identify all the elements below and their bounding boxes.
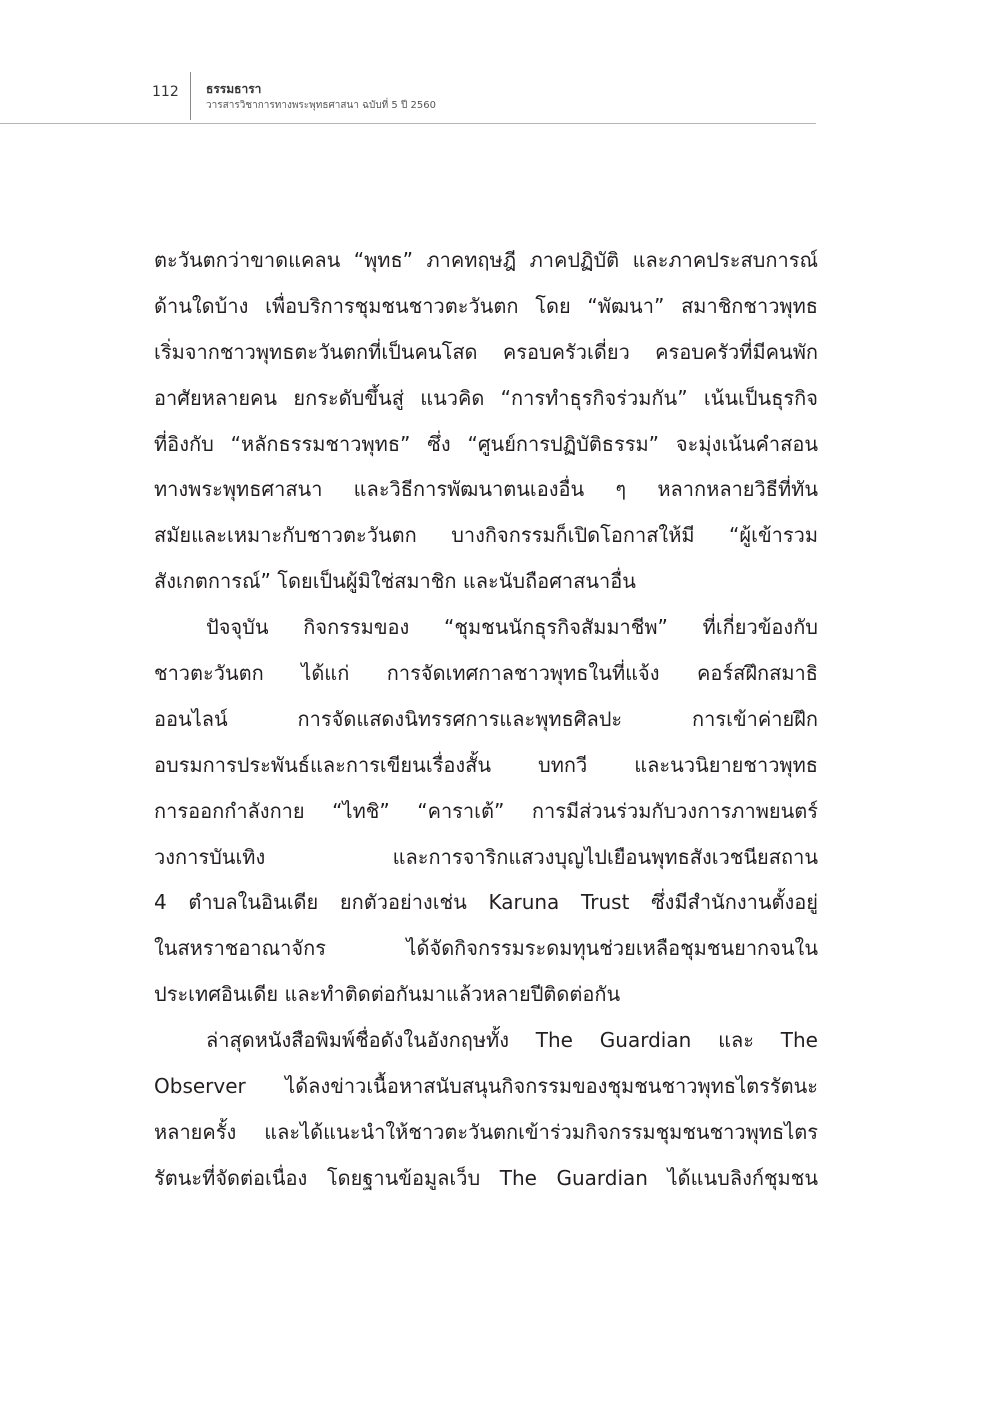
text-line: ออนไลน์ การจัดแสดงนิทรรศการและพุทธศิลปะ การเข้าค่ายฝึก [154, 706, 818, 731]
body-text [154, 238, 818, 1202]
text-line-indented: ล่าสุดหนังสือพิมพ์ชื่อดังในอังกฤษทั้ง The Guardian และ The [206, 1028, 818, 1053]
page-header [0, 0, 1000, 130]
header-rule [0, 123, 816, 124]
text-line: ประเทศอินเดีย และทำติดต่อกันมาแล้วหลายปีติดต่อกัน [154, 982, 621, 1007]
text-line: สังเกตการณ์” โดยเป็นผู้มิใช่สมาชิก และนับถือศาสนาอื่น [154, 569, 636, 594]
header-divider [190, 72, 191, 120]
text-line: การออกกำลังกาย “ไทชิ” “คาราเต้” การมีส่วนร่วมกับวงการภาพยนตร์ [154, 798, 818, 823]
text-line: วงการบันเทิง และการจาริกแสวงบุญไปเยือนพุทธสังเวชนียสถาน [154, 844, 818, 869]
text-line-indented: ปัจจุบัน กิจกรรมของ “ชุมชนนักธุรกิจสัมมาชีพ” ที่เกี่ยวข้องกับ [206, 615, 818, 640]
page-number: 112 [152, 84, 179, 100]
text-line: ชาวตะวันตก ได้แก่ การจัดเทศกาลชาวพุทธในที่แจ้ง คอร์สฝึกสมาธิ [154, 661, 818, 686]
text-line: ทางพระพุทธศาสนา และวิธีการพัฒนาตนเองอื่น ๆ หลากหลายวิธีที่ทัน [154, 477, 818, 502]
text-line: ด้านใดบ้าง เพื่อบริการชุมชนชาวตะวันตก โดย “พัฒนา” สมาชิกชาวพุทธ [154, 293, 818, 318]
text-line: อาศัยหลายคน ยกระดับขึ้นสู่ แนวคิด “การทำธุรกิจร่วมกัน” เน้นเป็นธุรกิจ [154, 385, 818, 410]
text-line: Observer ได้ลงข่าวเนื้อหาสนับสนุนกิจกรรมของชุมชนชาวพุทธไตรรัตนะ [154, 1074, 818, 1099]
text-line: ที่อิงกับ “หลักธรรมชาวพุทธ” ซึ่ง “ศูนย์การปฏิบัติธรรม” จะมุ่งเน้นคำสอน [154, 431, 818, 456]
text-line: รัตนะที่จัดต่อเนื่อง โดยฐานข้อมูลเว็บ The Guardian ได้แนบลิงก์ชุมชน [154, 1165, 818, 1190]
journal-title: ธรรมธารา [206, 82, 262, 96]
text-line: ตะวันตกว่าขาดแคลน “พุทธ” ภาคทฤษฎี ภาคปฏิบัติ และภาคประสบการณ์ [154, 248, 818, 272]
text-line: หลายครั้ง และได้แนะนำให้ชาวตะวันตกเข้าร่วมกิจกรรมชุมชนชาวพุทธไตร [154, 1119, 818, 1144]
text-line: อบรมการประพันธ์และการเขียนเรื่องสั้น บทกวี และนวนิยายชาวพุทธ [154, 752, 818, 777]
text-line: 4 ตำบลในอินเดีย ยกตัวอย่างเช่น Karuna Trust ซึ่งมีสำนักงานตั้งอยู่ [154, 890, 818, 915]
journal-subtitle: วารสารวิชาการทางพระพุทธศาสนา ฉบับที่ 5 ปี 2560 [206, 100, 436, 111]
text-line: เริ่มจากชาวพุทธตะวันตกที่เป็นคนโสด ครอบครัวเดี่ยว ครอบครัวที่มีคนพัก [154, 339, 818, 364]
text-line: ในสหราชอาณาจักร ได้จัดกิจกรรมระดมทุนช่วยเหลือชุมชนยากจนใน [154, 936, 818, 961]
text-line: สมัยและเหมาะกับชาวตะวันตก บางกิจกรรมก็เปิดโอกาสให้มี “ผู้เข้ารวม [154, 523, 818, 548]
